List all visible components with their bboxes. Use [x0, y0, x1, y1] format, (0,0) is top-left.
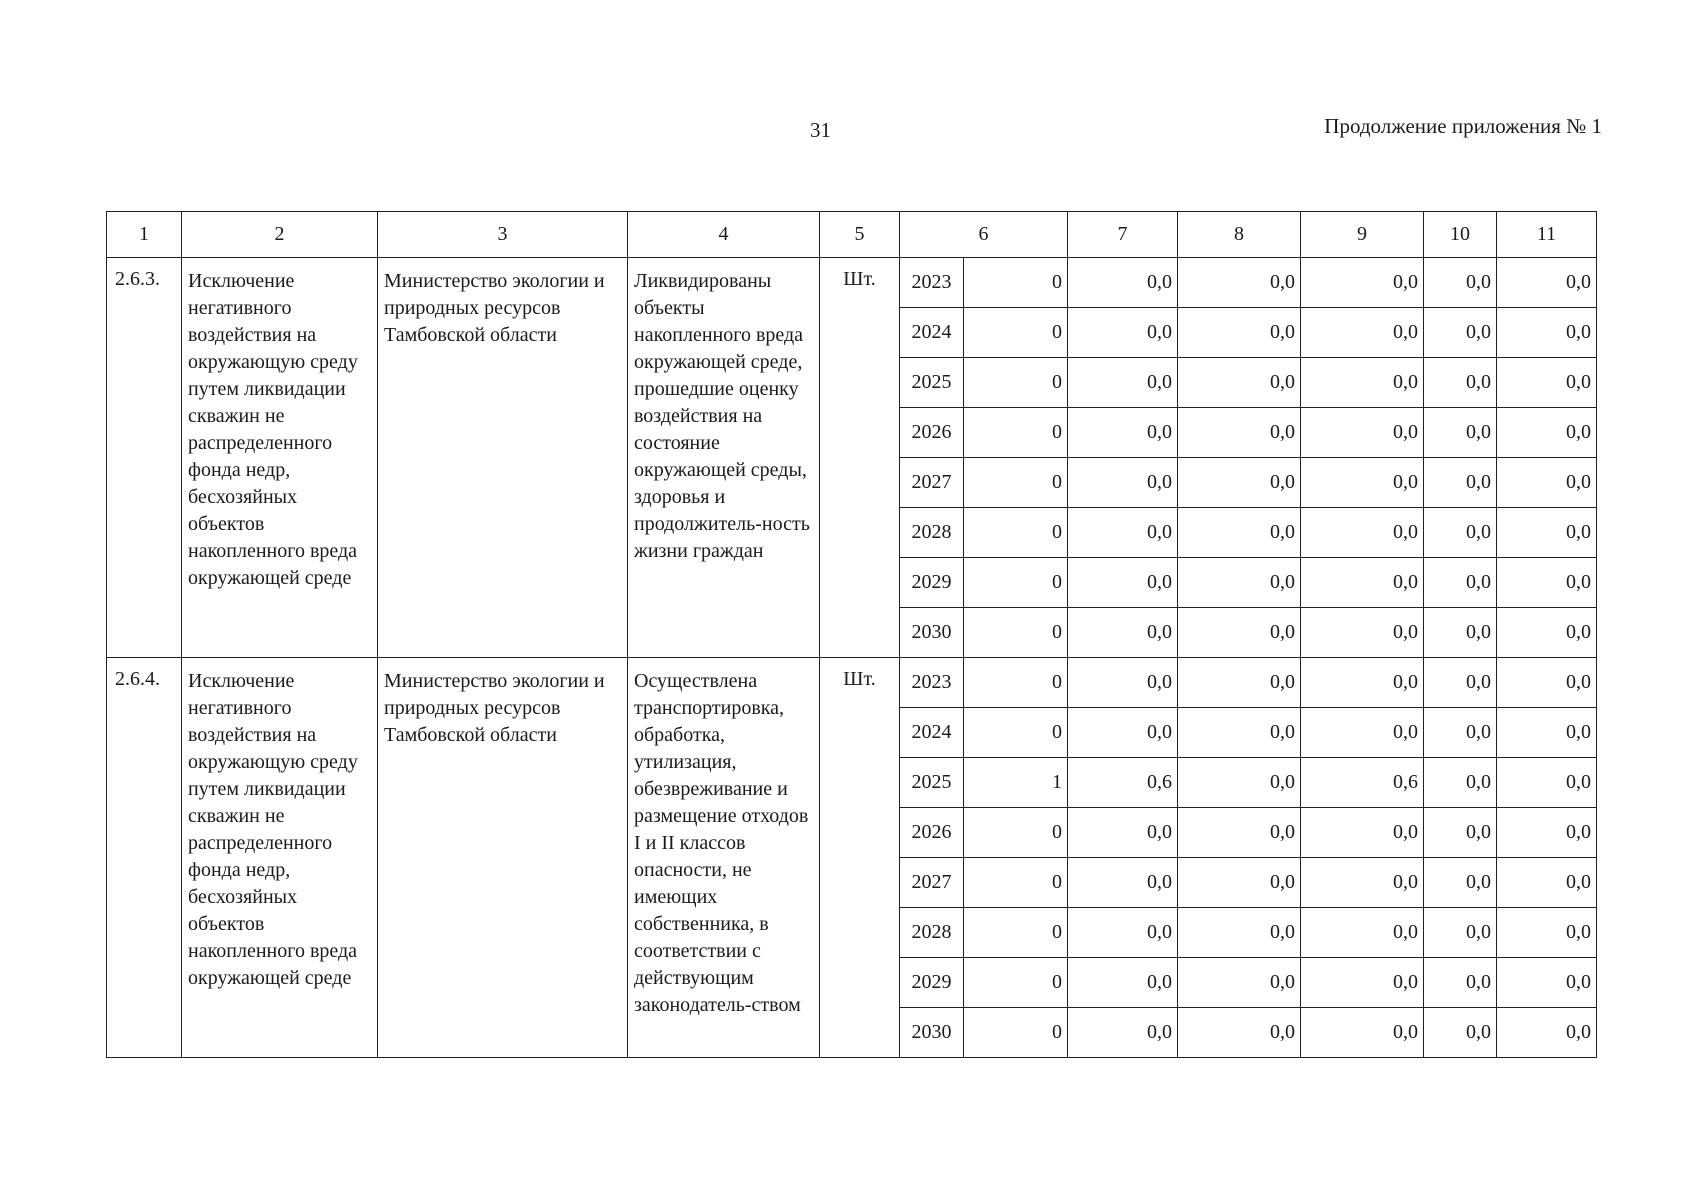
quantity-cell: 0 [964, 708, 1068, 758]
value-cell: 0,0 [1068, 958, 1178, 1008]
value-cell: 0,0 [1497, 508, 1597, 558]
value-cell: 0,0 [1068, 708, 1178, 758]
value-cell: 0,0 [1178, 858, 1301, 908]
quantity-cell: 0 [964, 408, 1068, 458]
value-cell: 0,0 [1301, 408, 1424, 458]
value-cell: 0,0 [1301, 308, 1424, 358]
quantity-cell: 0 [964, 458, 1068, 508]
value-cell: 0,0 [1068, 608, 1178, 658]
value-cell: 0,0 [1178, 308, 1301, 358]
value-cell: 0,0 [1497, 658, 1597, 708]
year-cell: 2030 [900, 608, 964, 658]
value-cell: 0,0 [1301, 808, 1424, 858]
column-header: 1 [107, 212, 182, 258]
value-cell: 0,0 [1424, 758, 1497, 808]
value-cell: 0,0 [1497, 608, 1597, 658]
year-cell: 2025 [900, 358, 964, 408]
value-cell: 0,0 [1178, 258, 1301, 308]
value-cell: 0,0 [1068, 1008, 1178, 1058]
column-header: 7 [1068, 212, 1178, 258]
value-cell: 0,0 [1424, 608, 1497, 658]
item-result: Ликвидированы объекты накопленного вреда окружающей среде, прошедшие оценку воздействия на состояние окружающей среды, здоровья и продолжитель-ность жизни граждан [628, 258, 820, 658]
value-cell: 0,0 [1178, 458, 1301, 508]
year-cell: 2030 [900, 1008, 964, 1058]
value-cell: 0,0 [1178, 658, 1301, 708]
value-cell: 0,6 [1301, 758, 1424, 808]
item-executor: Министерство экологии и природных ресурсов Тамбовской области [378, 258, 628, 658]
column-header: 4 [628, 212, 820, 258]
year-cell: 2027 [900, 858, 964, 908]
value-cell: 0,0 [1497, 1008, 1597, 1058]
year-cell: 2024 [900, 708, 964, 758]
value-cell: 0,0 [1068, 808, 1178, 858]
value-cell: 0,0 [1178, 358, 1301, 408]
value-cell: 0,0 [1068, 408, 1178, 458]
value-cell: 0,0 [1068, 308, 1178, 358]
value-cell: 0,0 [1497, 308, 1597, 358]
value-cell: 0,0 [1301, 258, 1424, 308]
column-header: 2 [182, 212, 378, 258]
year-cell: 2024 [900, 308, 964, 358]
value-cell: 0,0 [1178, 508, 1301, 558]
value-cell: 0,0 [1178, 808, 1301, 858]
appendix-note: Продолжение приложения № 1 [1324, 114, 1602, 138]
value-cell: 0,0 [1497, 358, 1597, 408]
year-cell: 2026 [900, 808, 964, 858]
item-number: 2.6.4. [107, 658, 182, 1058]
value-cell: 0,0 [1178, 558, 1301, 608]
column-header: 6 [900, 212, 1068, 258]
year-cell: 2028 [900, 908, 964, 958]
value-cell: 0,6 [1068, 758, 1178, 808]
value-cell: 0,0 [1301, 608, 1424, 658]
year-cell: 2023 [900, 658, 964, 708]
value-cell: 0,0 [1301, 508, 1424, 558]
value-cell: 0,0 [1301, 958, 1424, 1008]
value-cell: 0,0 [1424, 358, 1497, 408]
year-cell: 2027 [900, 458, 964, 508]
value-cell: 0,0 [1068, 658, 1178, 708]
value-cell: 0,0 [1424, 858, 1497, 908]
value-cell: 0,0 [1178, 958, 1301, 1008]
page-number: 31 [810, 118, 831, 142]
value-cell: 0,0 [1301, 358, 1424, 408]
value-cell: 0,0 [1497, 708, 1597, 758]
value-cell: 0,0 [1178, 908, 1301, 958]
table-row [107, 258, 1597, 308]
value-cell: 0,0 [1301, 558, 1424, 608]
column-header: 5 [820, 212, 900, 258]
value-cell: 0,0 [1068, 858, 1178, 908]
value-cell: 0,0 [1068, 508, 1178, 558]
column-header: 10 [1424, 212, 1497, 258]
value-cell: 0,0 [1424, 408, 1497, 458]
item-name: Исключение негативного воздействия на окружающую среду путем ликвидации скважин не распределенного фонда недр, бесхозяйных объектов накопленного вреда окружающей среде [182, 258, 378, 658]
value-cell: 0,0 [1068, 358, 1178, 408]
quantity-cell: 1 [964, 758, 1068, 808]
quantity-cell: 0 [964, 308, 1068, 358]
value-cell: 0,0 [1497, 908, 1597, 958]
value-cell: 0,0 [1424, 958, 1497, 1008]
value-cell: 0,0 [1497, 858, 1597, 908]
value-cell: 0,0 [1301, 658, 1424, 708]
table-row [107, 658, 1597, 708]
item-executor: Министерство экологии и природных ресурсов Тамбовской области [378, 658, 628, 1058]
value-cell: 0,0 [1178, 758, 1301, 808]
value-cell: 0,0 [1424, 808, 1497, 858]
value-cell: 0,0 [1301, 708, 1424, 758]
value-cell: 0,0 [1424, 558, 1497, 608]
value-cell: 0,0 [1068, 908, 1178, 958]
item-result: Осуществлена транспортировка, обработка, утилизация, обезвреживание и размещение отходов I и II классов опасности, не имеющих собственника, в соответствии с действующим законодатель-ством [628, 658, 820, 1058]
item-unit: Шт. [820, 258, 900, 658]
item-name: Исключение негативного воздействия на окружающую среду путем ликвидации скважин не распределенного фонда недр, бесхозяйных объектов накопленного вреда окружающей среде [182, 658, 378, 1058]
year-cell: 2023 [900, 258, 964, 308]
quantity-cell: 0 [964, 658, 1068, 708]
quantity-cell: 0 [964, 958, 1068, 1008]
column-header: 3 [378, 212, 628, 258]
value-cell: 0,0 [1068, 558, 1178, 608]
value-cell: 0,0 [1301, 1008, 1424, 1058]
value-cell: 0,0 [1178, 708, 1301, 758]
value-cell: 0,0 [1497, 258, 1597, 308]
quantity-cell: 0 [964, 558, 1068, 608]
column-header: 11 [1497, 212, 1597, 258]
item-unit: Шт. [820, 658, 900, 1058]
value-cell: 0,0 [1424, 908, 1497, 958]
value-cell: 0,0 [1497, 808, 1597, 858]
year-cell: 2028 [900, 508, 964, 558]
value-cell: 0,0 [1424, 458, 1497, 508]
quantity-cell: 0 [964, 258, 1068, 308]
column-header: 9 [1301, 212, 1424, 258]
quantity-cell: 0 [964, 908, 1068, 958]
value-cell: 0,0 [1301, 858, 1424, 908]
program-table [106, 211, 1597, 1058]
value-cell: 0,0 [1497, 558, 1597, 608]
column-header: 8 [1178, 212, 1301, 258]
quantity-cell: 0 [964, 858, 1068, 908]
year-cell: 2029 [900, 958, 964, 1008]
value-cell: 0,0 [1424, 508, 1497, 558]
value-cell: 0,0 [1424, 308, 1497, 358]
value-cell: 0,0 [1068, 458, 1178, 508]
value-cell: 0,0 [1497, 458, 1597, 508]
value-cell: 0,0 [1424, 658, 1497, 708]
value-cell: 0,0 [1068, 258, 1178, 308]
year-cell: 2026 [900, 408, 964, 458]
value-cell: 0,0 [1497, 408, 1597, 458]
item-number: 2.6.3. [107, 258, 182, 658]
value-cell: 0,0 [1424, 1008, 1497, 1058]
value-cell: 0,0 [1178, 1008, 1301, 1058]
value-cell: 0,0 [1301, 908, 1424, 958]
year-cell: 2025 [900, 758, 964, 808]
value-cell: 0,0 [1301, 458, 1424, 508]
value-cell: 0,0 [1178, 408, 1301, 458]
quantity-cell: 0 [964, 608, 1068, 658]
value-cell: 0,0 [1178, 608, 1301, 658]
quantity-cell: 0 [964, 808, 1068, 858]
quantity-cell: 0 [964, 358, 1068, 408]
quantity-cell: 0 [964, 1008, 1068, 1058]
value-cell: 0,0 [1424, 708, 1497, 758]
value-cell: 0,0 [1497, 958, 1597, 1008]
year-cell: 2029 [900, 558, 964, 608]
value-cell: 0,0 [1424, 258, 1497, 308]
column-number-row [107, 212, 1597, 258]
quantity-cell: 0 [964, 508, 1068, 558]
value-cell: 0,0 [1497, 758, 1597, 808]
